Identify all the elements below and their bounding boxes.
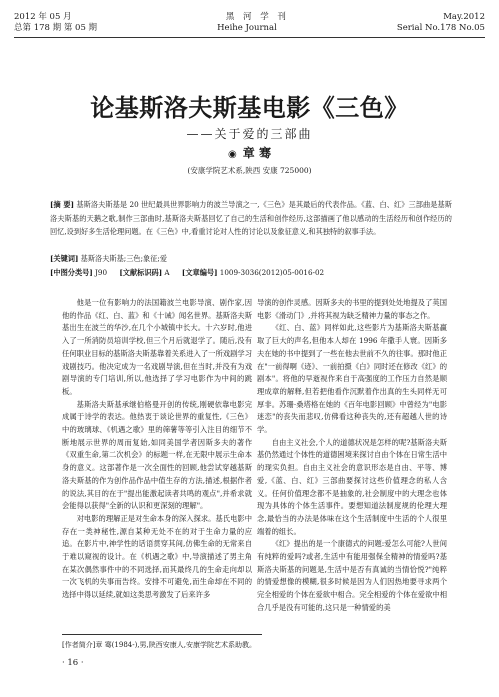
author-name: 章 骞: [242, 146, 271, 160]
paragraph: 他是一位有影响力的法国籍波兰电影导演、剧作家,因他的作品《红、白、蓝》和《十诫》闻名世界。基斯洛夫斯基出生在波兰的华沙,在几个小城镇中长大。十六岁时,他进入了一所消防员培训学校,但三个月后就退学了。随后,没有任何职业目标的基斯洛夫斯基靠着关系进入了一所戏剧学习戏剧技巧。他决定成为一名戏剧导演,但在当时,并没有为戏剧导演的专门培训,所以,他选择了学习电影作为中间的跳板。: [62, 298, 252, 396]
clc-label: [中图分类号]: [50, 267, 93, 277]
abstract-text: 基斯洛夫斯基是 20 世纪最具世界影响力的波兰导演之一,《三色》是其最后的代表作品。《蓝、白、红》三部曲是基斯洛夫斯基的天鹅之歌,制作三部曲时,基斯洛夫斯基回忆了自己的生活和创作经历,这部描画了他以感动的生活经历和创作经历的回忆,设到好多生活伦理问题。在《三色》中,看重讨论对人性的讨论以及象征意义,和其独特的叙事手法。: [50, 200, 452, 236]
footnote-rule: [62, 634, 262, 635]
running-header: [14, 12, 485, 34]
doc-code-value: A: [164, 267, 170, 277]
article-title: 论基斯洛夫斯基电影《三色》: [90, 93, 409, 122]
keywords-line: [50, 252, 452, 266]
author-affiliation: (安康学院艺术系,陕西 安康 725000): [187, 166, 312, 175]
body-column-right: [257, 297, 447, 615]
page-number: · 16 ·: [62, 658, 84, 668]
header-journal-en: Heihe Journal: [217, 23, 277, 33]
abstract: [50, 198, 452, 239]
paragraph: 基斯洛夫斯基承继伯格曼开创的传统,刚硬依靠电影完成属于诗学的表达。他热衷于谈论世界的重复性,《三色》中的玻璃球、《机遇之歌》里的筛薯等等引入注目的细节不断地展示世界的周而复始,如同美国学者因斯多夫的著作《双重生命,第二次机会》的标题一样,在无限中展示生命本身的意义。这部著作是一次全面性的回顾,他尝试穿越基斯洛夫斯基的作为创作品作品中值生存的方法,描述,根据作者的说法,其目的在于"提出能激起读者共鸣的观点",并希求就会能得以获得"全新的认识和更深刻的理解"。: [62, 399, 252, 511]
abstract-label: [摘 要]: [50, 200, 74, 209]
article-meta: [50, 252, 452, 279]
header-rule: [14, 37, 485, 38]
article-subtitle: ——关于爱的三部曲: [186, 127, 313, 141]
header-date-en: May.2012: [443, 12, 485, 22]
paragraph: 导演的创作灵感。因斯多夫的书里的提到处处地提及了英国电影《滑动门》,并将其视为缺乏精神力量的事态之作。: [257, 298, 447, 320]
header-date: 2012 年 05 月: [14, 12, 72, 22]
body-column-left: [62, 297, 252, 602]
paragraph: 对电影的理解正是对生命本身的深入探求。基氏电影中存在一类神秘性,源自某种无处不在的对于生命力量的应追。在影片中,神学性的话语贯穿其间,仿佛生命的无常来自于难以窥视的设计。在《机遇之歌》中,导演描述了男主角在某次偶然事件中的不同选择,而其最终几的生命走向却以一次飞机的失事而告终。安排不可避免,而生命却在不同的选择中得以延续,就如这类思考激发了后来许多: [62, 513, 252, 600]
paragraph: 《红、白、蓝》同样如此,这些影片为基斯洛夫斯基赢取了巨大的声名,但他本人却在 1996 年撒手人寰。因斯多夫在她的书中提到了一些在他去世前不久的往事。那时他正在"一前得啊《迹》、一前拍摄《白》同时还在修改《红》的剧本"。将他的早逝视作来自于高强度的工作压力自然是顺理成章的解释,但若把他看作沉默着作出真的生头同样无可厚非。苏珊·桑塔格在她的《百年电影回顾》中曾经为"电影迷恋"的丧失而悲叹,仿佛看这种丧失的,还有超越人世的诗学。: [257, 323, 447, 435]
keywords-label: [关键词]: [50, 254, 79, 263]
header-serial-cn: 总第 178 期 第 05 期: [14, 23, 98, 33]
keywords-text: 基斯洛夫斯基;三色;象征;爱: [80, 254, 168, 263]
article-id-label: [文章编号]: [181, 267, 218, 277]
header-serial-en: Serial No.178 No.05: [396, 23, 485, 33]
article-id-value: 1009-3036(2012)05-0016-02: [219, 267, 325, 277]
author-footnote: [作者简介]章 骞(1984-),男,陕西安康人,安康学院艺术系助教。: [62, 641, 257, 649]
paragraph: 《红》提出的是一个康德式的问题:爱怎么可能?人世间有纯粹的爱吗?或者,生活中有能用强保全精神的情爱吗?基斯洛夫斯基的问题是,生活中是否有真诚的当情恰悦?"纯粹的情爱想像的模糊,很多时候是因为人们因热地要寻求两个完全相爱的个体在爱欲中相合。完全相爱的个体在爱欲中相合几乎是没有可能的,这只是一种情爱的美: [257, 539, 447, 612]
doc-code-label: [文献标识码]: [119, 267, 163, 277]
paragraph: 自由主义社会,个人的道德状况是怎样的呢?基斯洛夫斯基仍然通过个体性的道德困境来探讨自由个体在日常生活中的现实负担。自由主义社会的意识形态是自由、平等、博爱,《蓝、白、红》三部曲要探讨这些价值理念的私人含义。任何价值理念都不是抽象的,社会制度中的大理念也体现为具体的个体生活事件。要想知道法制度规的伦理大理念,最恰当的办法是体味在这个生活制度中生活的个人很里端着的组长。: [257, 437, 447, 536]
classification-line: [50, 266, 452, 280]
author-bullet-icon: ◉: [228, 149, 237, 160]
clc-value: J90: [95, 267, 108, 277]
author-line: [0, 144, 499, 161]
header-journal-cn: 黑 河 学 刊: [225, 12, 289, 22]
